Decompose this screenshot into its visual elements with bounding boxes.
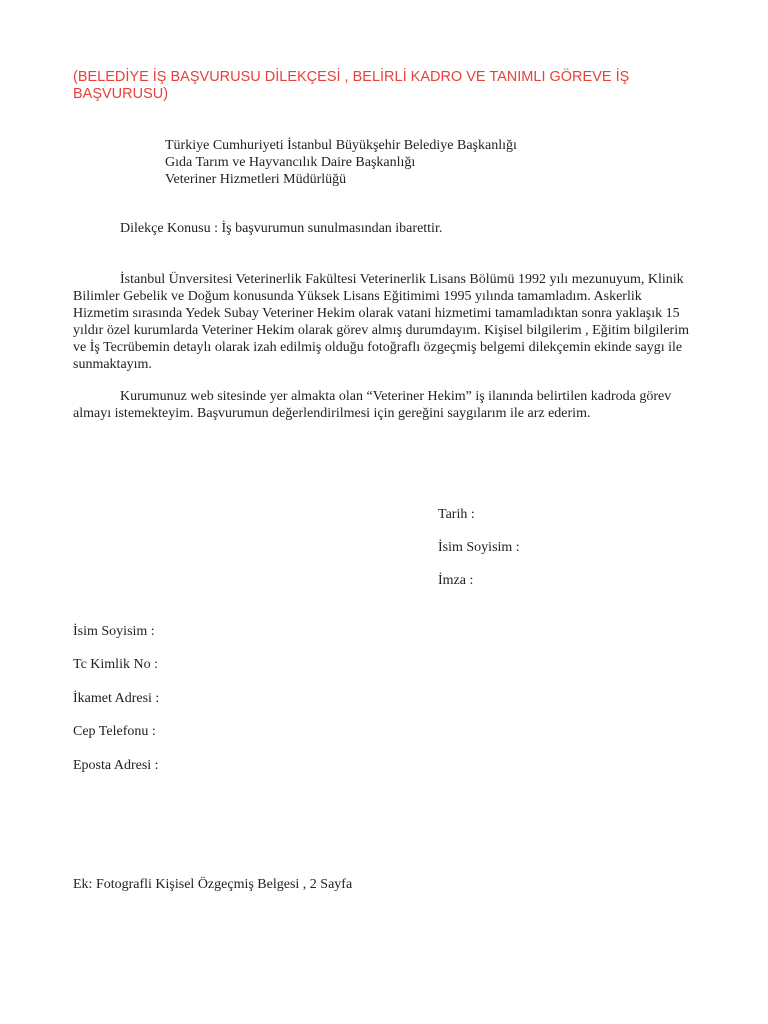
subject-line: Dilekçe Konusu : İş başvurumun sunulmasından ibarettir. (120, 221, 443, 236)
signature-name-label: İsim Soyisim : (438, 540, 520, 555)
addressee-line: Veteriner Hizmetleri Müdürlüğü (165, 172, 347, 187)
addressee-line: Gıda Tarım ve Hayvancılık Daire Başkanlığı (165, 155, 416, 170)
signature-date-label: Tarih : (438, 507, 475, 522)
body-paragraph: Kurumunuz web sitesinde yer almakta olan “Veteriner Hekim” iş ilanında belirtilen kadroda görev almayı istemekteyim. Başvurumun değerlendirilmesi için gereğini saygılarım ile arz ederim. (73, 389, 672, 421)
info-email-label: Eposta Adresi : (73, 758, 159, 773)
addressee-block (165, 137, 517, 188)
info-id-label: Tc Kimlik No : (73, 657, 158, 672)
info-phone-label: Cep Telefonu : (73, 724, 156, 739)
addressee-line: Türkiye Cumhuriyeti İstanbul Büyükşehir Belediye Başkanlığı (165, 138, 517, 153)
document-title: (BELEDİYE İŞ BAŞVURUSU DİLEKÇESİ , BELİRLİ KADRO VE TANIMLI GÖREVE İŞ BAŞVURUSU) (73, 69, 630, 102)
signature-sign-label: İmza : (438, 573, 474, 588)
info-name-label: İsim Soyisim : (73, 624, 155, 639)
info-address-label: İkamet Adresi : (73, 691, 160, 706)
attachment-note: Ek: Fotografli Kişisel Özgeçmiş Belgesi , 2 Sayfa (73, 877, 353, 892)
body-paragraph: İstanbul Ünversitesi Veterinerlik Fakültesi Veterinerlik Lisans Bölümü 1992 yılı mezunuyum, Klinik Bilimler Gebelik ve Doğum konusunda Yüksek Lisans Eğitimimi 1995 yılında tamamladım. Askerlik Hizmetim sırasında Yedek Subay Veteriner Hekim olarak vatani hizmetimi tamamladıktan sonra yaklaşık 15 yıldır özel kurumlarda Veteriner Hekim olarak görev almış durumdayım. Kişisel bilgilerim , Eğitim bilgilerim ve İş Tecrübemin detaylı olarak izah edilmiş olduğu fotoğraflı özgeçmiş belgemi dilekçemin ekinde saygı ile sunmaktayım. (73, 272, 689, 372)
